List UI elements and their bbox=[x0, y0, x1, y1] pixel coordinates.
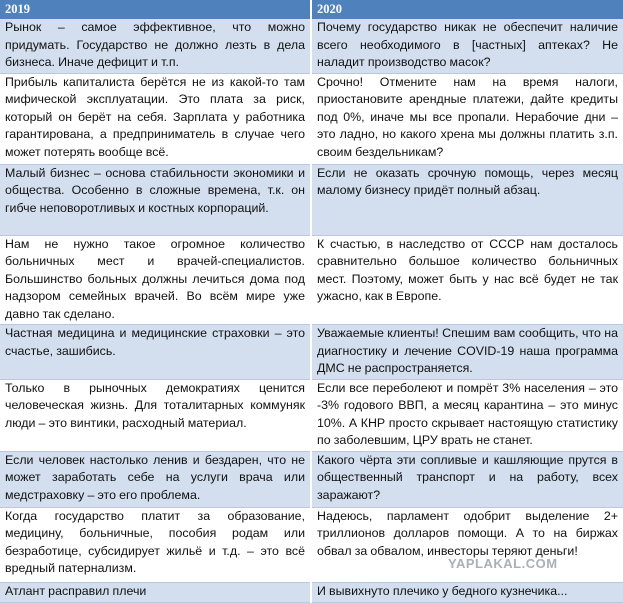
table-row bbox=[0, 451, 623, 507]
table-row bbox=[0, 235, 623, 325]
header-2019: 2019 bbox=[0, 0, 311, 19]
cell-2019: Нам не нужно такое огромное количество больничных мест и врачей-специалистов. Большинство больных должны лечиться дома под надзором семейных врачей. Во всём мире уже давно так сделано. bbox=[0, 235, 311, 325]
table-row bbox=[0, 582, 623, 602]
cell-2019: Прибыль капиталиста берётся не из какой-то там мифической эксплуатации. Это плата за риск, который он берёт на себя. Зарплата у работника гарантирована, а предприниматель в случае чего может потерять вообще всё. bbox=[0, 73, 311, 164]
cell-2019: Если человек настолько ленив и бездарен, что не может заработать себе на услуги врача или медстраховку – это его проблема. bbox=[0, 451, 311, 507]
table-row bbox=[0, 379, 623, 451]
table-row bbox=[0, 73, 623, 164]
table-row bbox=[0, 19, 623, 73]
cell-2020: Если все переболеют и помрёт 3% населения – это -3% годового ВВП, а месяц карантина – это минус 10%. А КНР просто скрывает настоящую статистику по заболевшим, ЦРУ врать не станет. bbox=[311, 379, 623, 451]
table-row bbox=[0, 325, 623, 380]
header-2020: 2020 bbox=[311, 0, 623, 19]
cell-2020: Надеюсь, парламент одобрит выделение 2+ триллионов долларов помощи. А то на биржах обвал за обвалом, инвесторы теряют деньги! bbox=[311, 507, 623, 582]
cell-2020: Почему государство никак не обеспечит наличие всего необходимого в [частных] аптеках? Не наладит производство масок? bbox=[311, 19, 623, 73]
cell-2019: Когда государство платит за образование, медицину, больничные, пособия родам или безработице, субсидирует жильё и т.д. – это всё вредный патернализм. bbox=[0, 507, 311, 582]
cell-2020: Срочно! Отмените нам на время налоги, приостановите арендные платежи, дайте кредиты под 0%, иначе мы все пропали. Нерабочие дни – это ладно, но какого хрена мы должны платить з.п. своим бездельникам? bbox=[311, 73, 623, 164]
cell-2019: Атлант расправил плечи bbox=[0, 582, 311, 602]
cell-2020: Если не оказать срочную помощь, через месяц малому бизнесу придёт полный абзац. bbox=[311, 164, 623, 235]
cell-2019: Рынок – самое эффективное, что можно придумать. Государство не должно лезть в дела бизнеса. Иначе дефицит и т.п. bbox=[0, 19, 311, 73]
header-row bbox=[0, 0, 623, 19]
cell-2019: Малый бизнес – основа стабильности экономики и общества. Особенно в сложные времена, т.к. он гибче неповоротливых и костных корпораций. bbox=[0, 164, 311, 235]
cell-2019: Частная медицина и медицинские страховки – это счастье, зашибись. bbox=[0, 325, 311, 380]
cell-2020: К счастью, в наследство от СССР нам досталось сравнительно большое количество больничных мест. Поэтому, может быть у нас всё будет не так ужасно, как в Европе. bbox=[311, 235, 623, 325]
cell-2020: Какого чёрта эти сопливые и кашляющие прутся в общественный транспорт и на работу, всех заражают? bbox=[311, 451, 623, 507]
cell-2020: Уважаемые клиенты! Спешим вам сообщить, что на диагностику и лечение COVID-19 наша программа ДМС не распространяется. bbox=[311, 325, 623, 380]
site-watermark: YAPLAKAL.COM bbox=[448, 556, 558, 571]
cell-2020: И вывихнуто плечико у бедного кузнечика... bbox=[311, 582, 623, 602]
cell-2019: Только в рыночных демократиях ценится человеческая жизнь. Для тоталитарных коммуняк люди – это винтики, расходный материал. bbox=[0, 379, 311, 451]
table-row bbox=[0, 164, 623, 235]
